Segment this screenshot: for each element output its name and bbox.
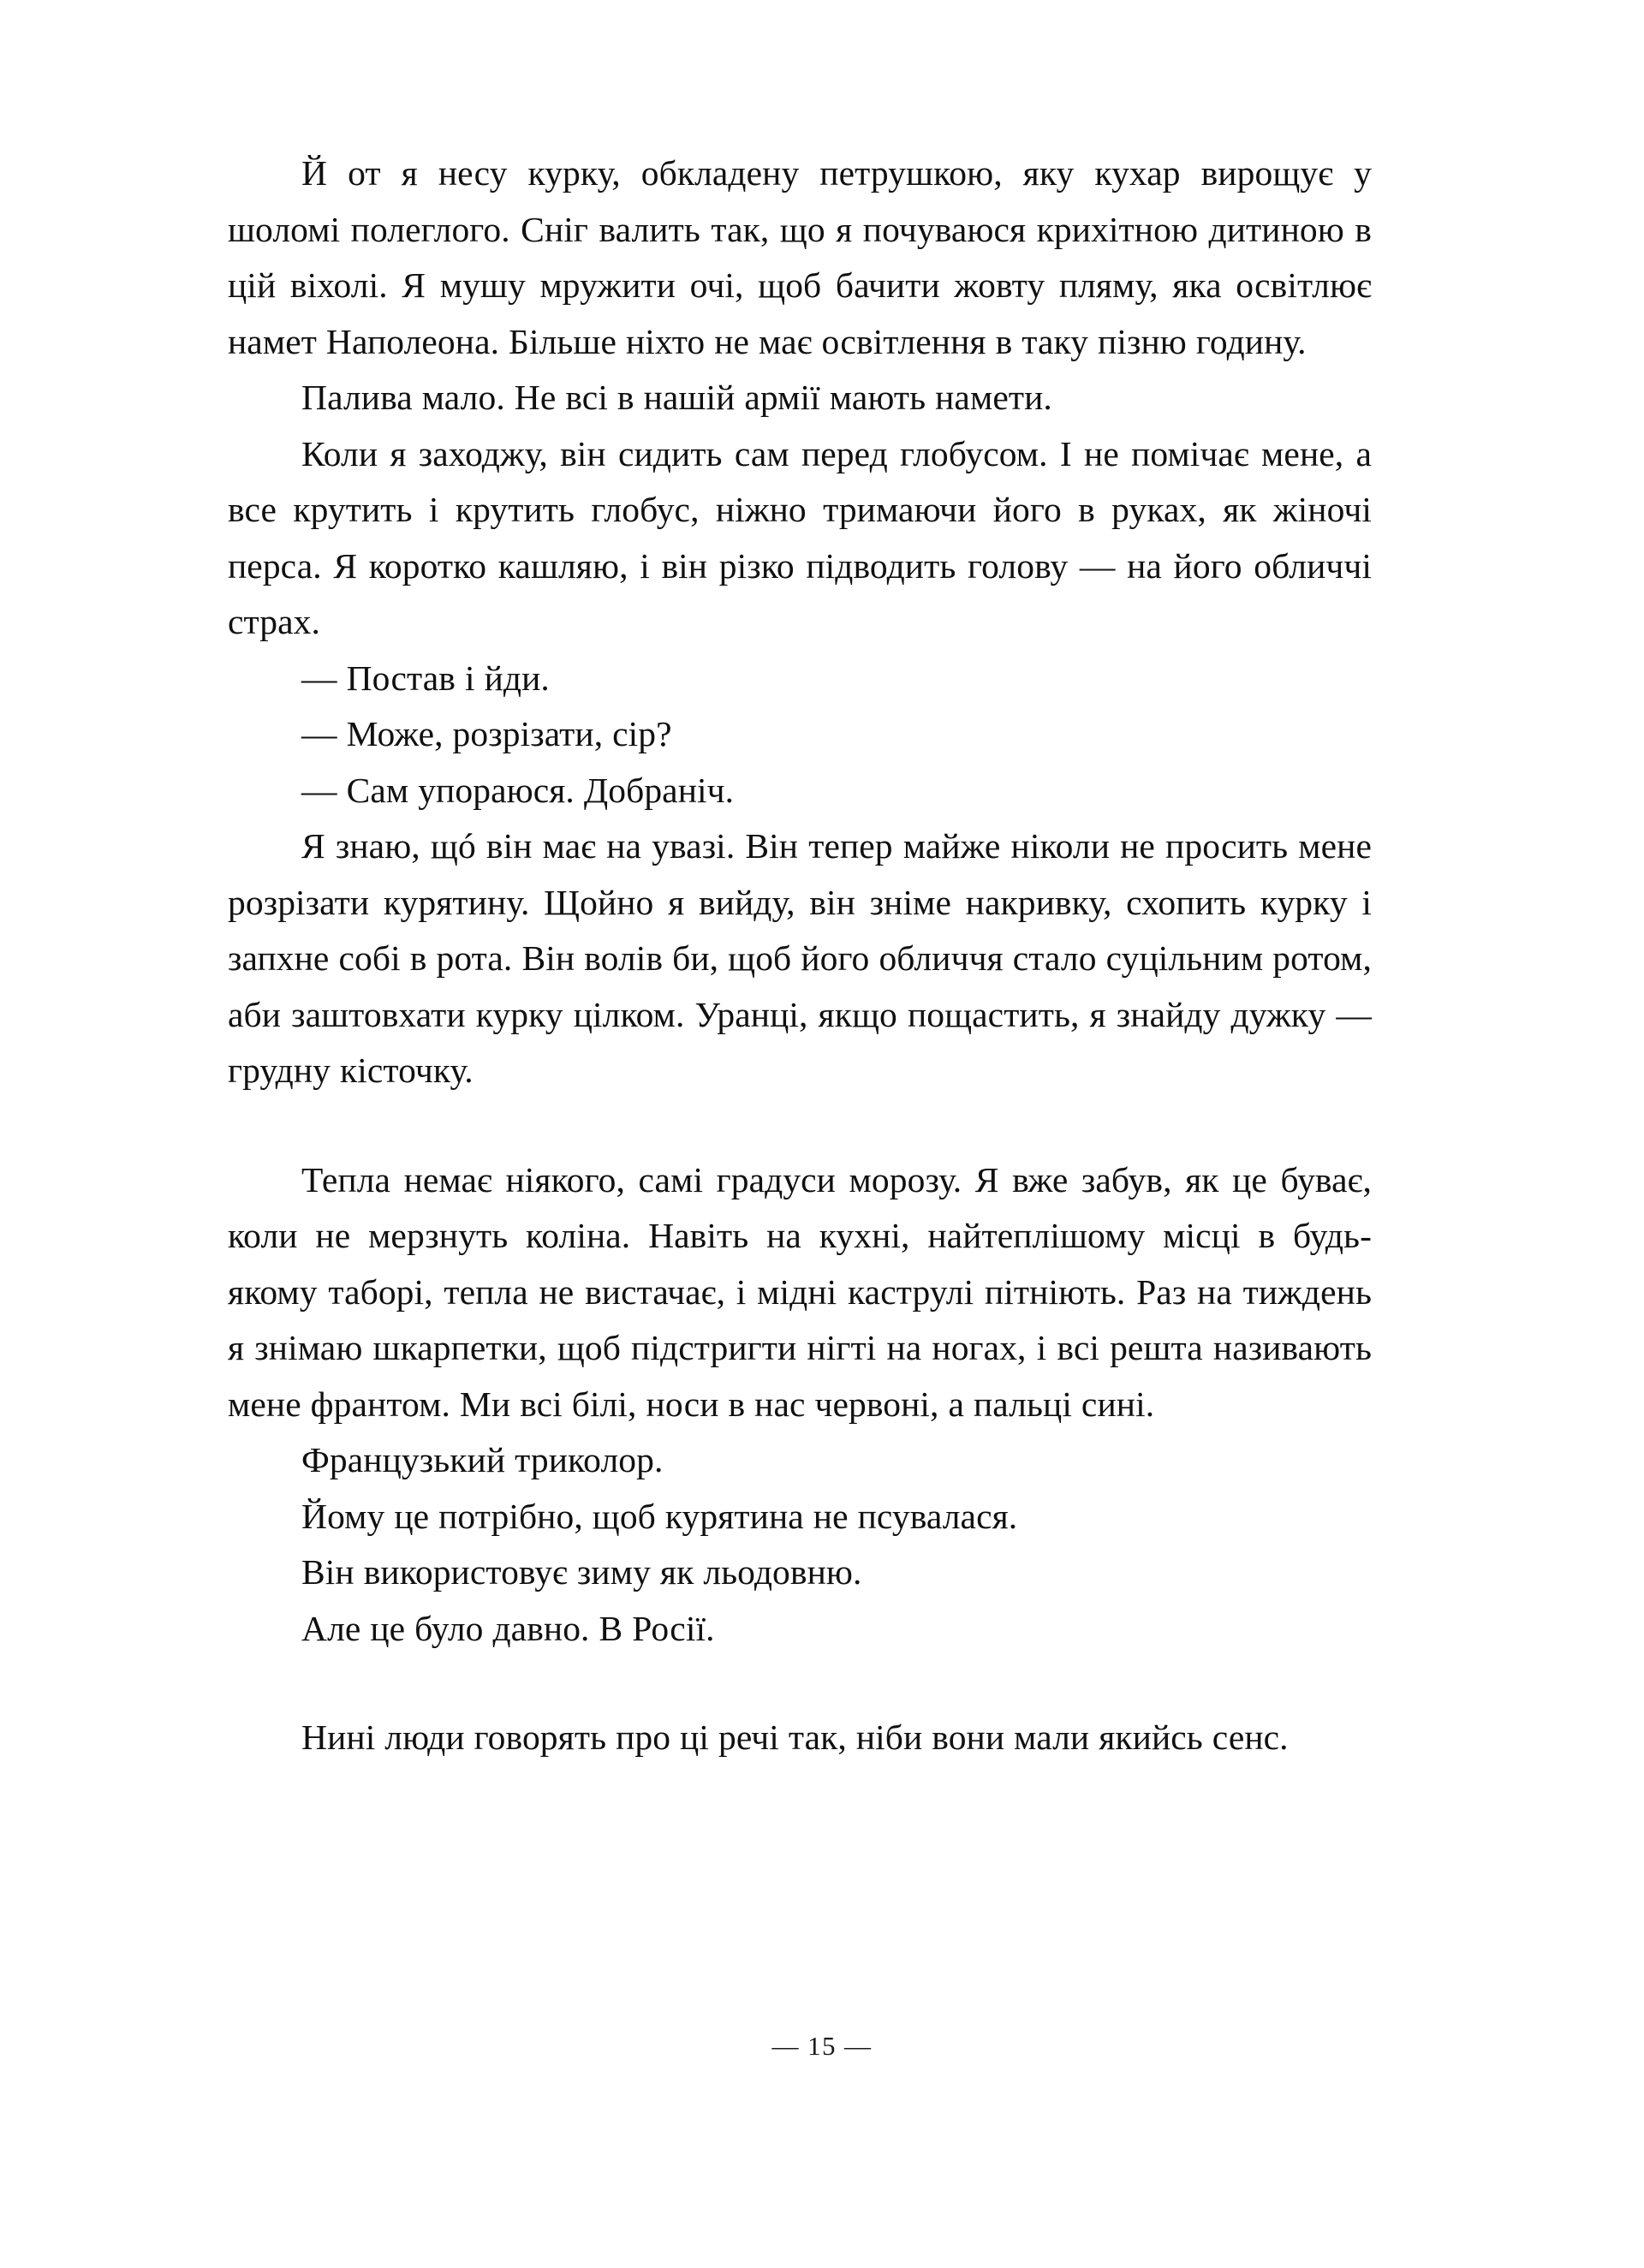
paragraph-8: Він використовує зиму як льодовню. [301, 1552, 862, 1592]
paragraph-2: Палива мало. Не всі в нашій армії мають намети. [301, 378, 1052, 417]
paragraph-1: Й от я несу курку, обкладену петрушкою, яку кухар вирощує у шоломі полеглого. Сніг валить так, що я почуваюся крихітною дитиною в цій віхолі. Я мушу мружити очі, щоб бачити жовту пляму, яка освітлює намет Наполеона. Більше ніхто не має освітлення в таку пізню годину. [228, 153, 1372, 361]
dialogue-line-1: — Постав і йди. [301, 658, 550, 698]
dialogue-line-2: — Може, розрізати, сір? [301, 714, 672, 753]
paragraph-3: Коли я заходжу, він сидить сам перед глобусом. І не помічає мене, а все крутить і крутить глобус, ніжно тримаючи його в руках, як жіночі перса. Я коротко кашляю, і він різко підводить голову — на його обличчі страх. [228, 433, 1372, 641]
paragraph-9: Але це було давно. В Росії. [301, 1608, 715, 1648]
paragraph-5: Тепла немає ніякого, самі градуси морозу. Я вже забув, як це буває, коли не мерзнуть коліна. Навіть на кухні, найтеплішому місці в будь-якому таборі, тепла не вистачає, і мідні каструлі пітніють. Раз на тиждень я знімаю шкарпетки, щоб підстригти нігті на ногах, і всі решта називають мене франтом. Ми всі білі, носи в нас червоні, а пальці сині. [228, 1159, 1372, 1424]
paragraph-break-1 [228, 1099, 1372, 1152]
paragraph-4: Я знаю, щó він має на увазі. Він тепер майже ніколи не просить мене розрізати курятину. Щойно я вийду, він зніме накривку, схопить курку і запхне собі в рота. Він волів би, щоб його обличчя стало суцільним ротом, аби заштовхати курку цілком. Уранці, якщо пощастить, я знайду дужку — грудну кісточку. [228, 826, 1372, 1090]
paragraph-break-2 [228, 1657, 1372, 1710]
page-text-block [228, 146, 1372, 1766]
dialogue-line-3: — Сам упораюся. Добраніч. [301, 770, 735, 810]
page-number: — 15 — [771, 2031, 873, 2061]
paragraph-10: Нині люди говорять про ці речі так, ніби вони мали якийсь сенс. [301, 1717, 1289, 1757]
paragraph-7: Йому це потрібно, щоб курятина не псувалася. [301, 1496, 1018, 1536]
paragraph-6: Французький триколор. [301, 1440, 664, 1479]
